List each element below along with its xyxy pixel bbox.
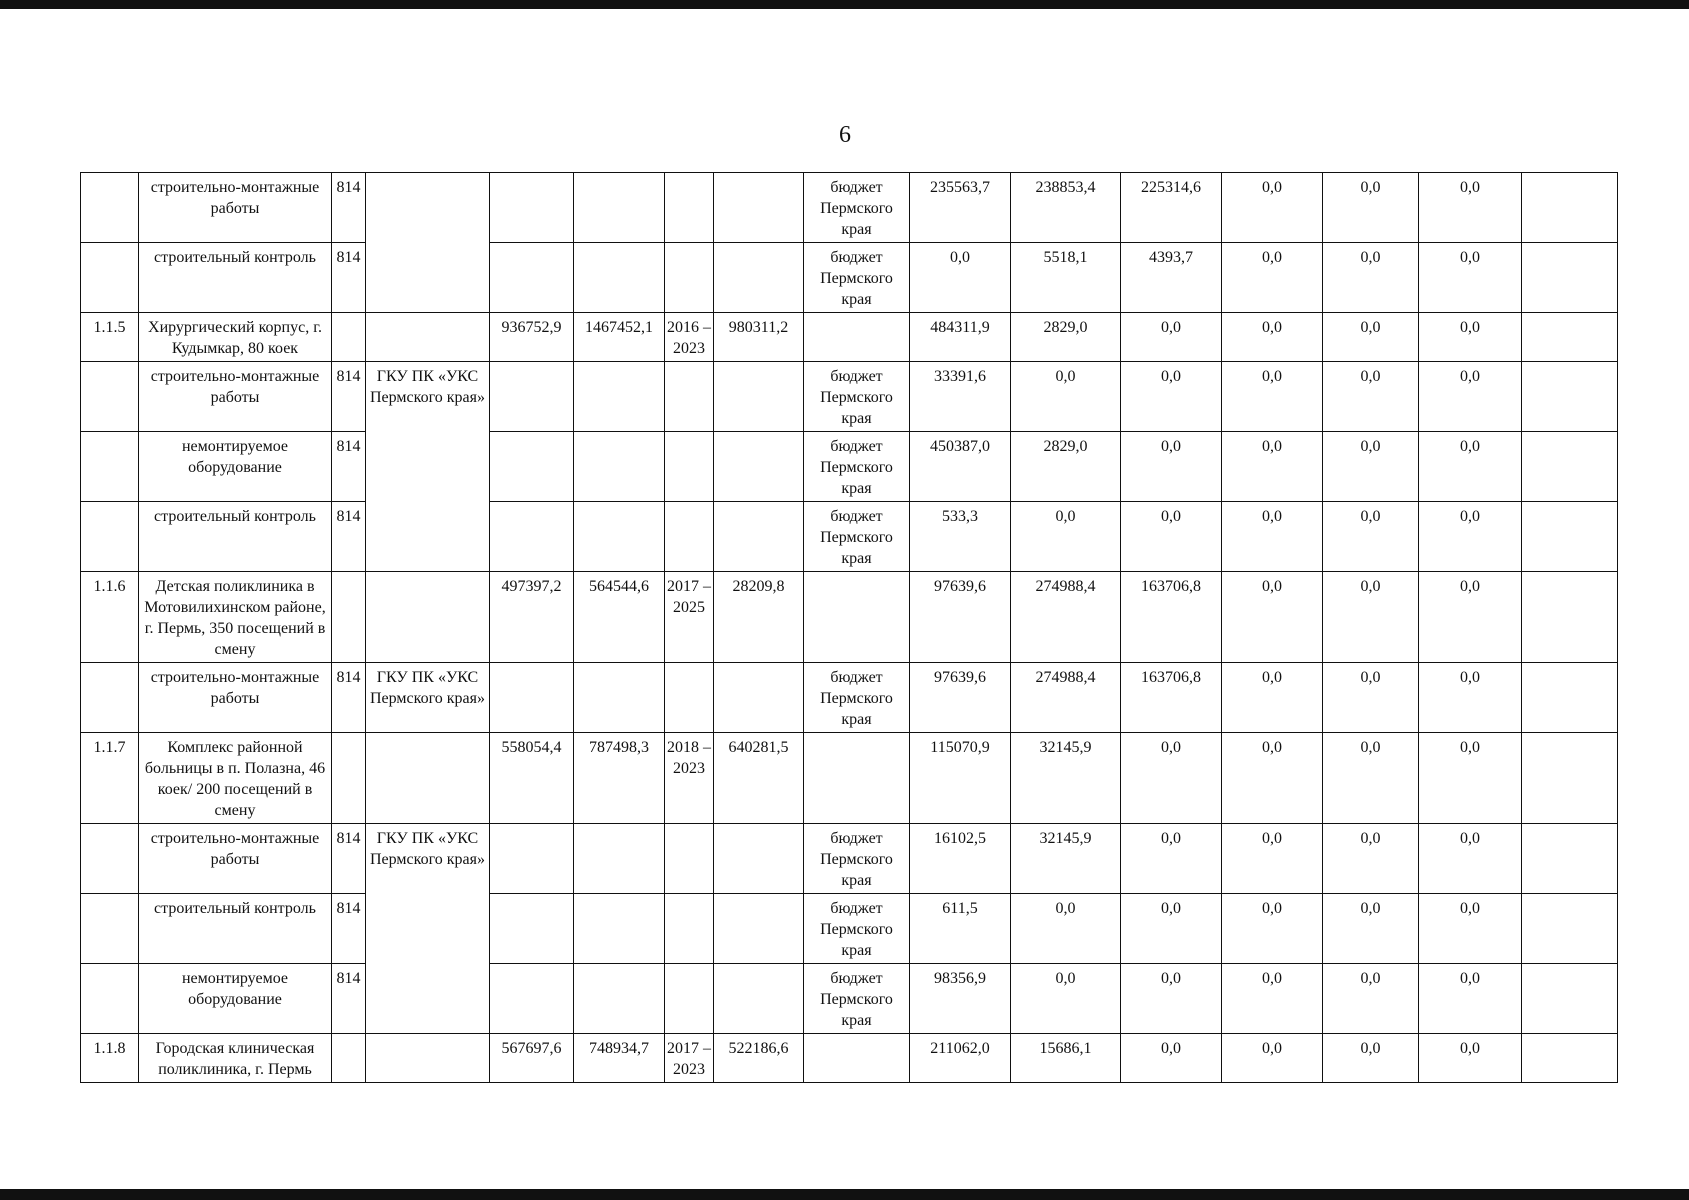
year-5-value-cell: 0,0: [1323, 572, 1419, 663]
year-3-value-cell: 0,0: [1121, 733, 1222, 824]
estimated-cost-cell: [490, 243, 574, 313]
funding-source-cell: [804, 733, 910, 824]
year-5-value-cell: 0,0: [1323, 894, 1419, 964]
funding-source-cell: бюджет Пермского края: [804, 663, 910, 733]
year-1-value-cell: 97639,6: [910, 572, 1011, 663]
total-cost-cell: [574, 362, 665, 432]
executor-cell: [366, 572, 490, 663]
code-cell: 814: [332, 824, 366, 894]
code-cell: 814: [332, 894, 366, 964]
year-4-value-cell: 0,0: [1222, 432, 1323, 502]
code-cell: 814: [332, 502, 366, 572]
funding-source-cell: [804, 313, 910, 362]
scan-border-bottom: [0, 1189, 1689, 1200]
row-number-cell: [81, 824, 139, 894]
funding-source-cell: бюджет Пермского края: [804, 362, 910, 432]
year-2-value-cell: 2829,0: [1011, 432, 1121, 502]
year-6-value-cell: 0,0: [1419, 243, 1522, 313]
year-2-value-cell: 32145,9: [1011, 733, 1121, 824]
year-5-value-cell: 0,0: [1323, 432, 1419, 502]
year-2-value-cell: 0,0: [1011, 502, 1121, 572]
table-row: [81, 964, 1618, 1034]
table-row: [81, 173, 1618, 243]
year-6-value-cell: 0,0: [1419, 313, 1522, 362]
year-2-value-cell: 0,0: [1011, 964, 1121, 1034]
funding-source-cell: бюджет Пермского края: [804, 243, 910, 313]
year-2-value-cell: 238853,4: [1011, 173, 1121, 243]
total-cost-cell: 564544,6: [574, 572, 665, 663]
executor-cell: [366, 1034, 490, 1083]
remaining-cost-cell: [714, 362, 804, 432]
object-name-cell: строительно-монтажные работы: [139, 362, 332, 432]
total-cost-cell: 787498,3: [574, 733, 665, 824]
year-6-value-cell: 0,0: [1419, 894, 1522, 964]
year-5-value-cell: 0,0: [1323, 502, 1419, 572]
period-cell: [665, 432, 714, 502]
scan-border-top: [0, 0, 1689, 9]
year-4-value-cell: 0,0: [1222, 313, 1323, 362]
object-name-cell: Комплекс районной больницы в п. Полазна, 46 коек/ 200 посещений в смену: [139, 733, 332, 824]
empty-cell: [1522, 824, 1618, 894]
year-5-value-cell: 0,0: [1323, 824, 1419, 894]
year-3-value-cell: 0,0: [1121, 1034, 1222, 1083]
year-1-value-cell: 98356,9: [910, 964, 1011, 1034]
year-3-value-cell: 225314,6: [1121, 173, 1222, 243]
table-row: [81, 432, 1618, 502]
empty-cell: [1522, 733, 1618, 824]
period-cell: 2018 – 2023: [665, 733, 714, 824]
year-3-value-cell: 163706,8: [1121, 572, 1222, 663]
remaining-cost-cell: 640281,5: [714, 733, 804, 824]
page-number: 6: [839, 122, 851, 148]
year-2-value-cell: 2829,0: [1011, 313, 1121, 362]
code-cell: [332, 572, 366, 663]
year-2-value-cell: 274988,4: [1011, 663, 1121, 733]
code-cell: [332, 733, 366, 824]
year-4-value-cell: 0,0: [1222, 733, 1323, 824]
year-3-value-cell: 0,0: [1121, 313, 1222, 362]
row-number-cell: [81, 432, 139, 502]
estimated-cost-cell: [490, 173, 574, 243]
total-cost-cell: [574, 964, 665, 1034]
period-cell: [665, 502, 714, 572]
year-1-value-cell: 97639,6: [910, 663, 1011, 733]
budget-table: [80, 172, 1618, 1083]
estimated-cost-cell: [490, 894, 574, 964]
empty-cell: [1522, 432, 1618, 502]
funding-source-cell: бюджет Пермского края: [804, 964, 910, 1034]
funding-source-cell: бюджет Пермского края: [804, 894, 910, 964]
funding-source-cell: [804, 1034, 910, 1083]
row-number-cell: 1.1.5: [81, 313, 139, 362]
object-name-cell: строительно-монтажные работы: [139, 173, 332, 243]
table-row: [81, 1034, 1618, 1083]
row-number-cell: [81, 243, 139, 313]
empty-cell: [1522, 173, 1618, 243]
object-name-cell: Детская поликлиника в Мотовилихинском районе, г. Пермь, 350 посещений в смену: [139, 572, 332, 663]
year-5-value-cell: 0,0: [1323, 313, 1419, 362]
row-number-cell: [81, 173, 139, 243]
year-2-value-cell: 0,0: [1011, 894, 1121, 964]
remaining-cost-cell: [714, 173, 804, 243]
estimated-cost-cell: [490, 502, 574, 572]
object-name-cell: Городская клиническая поликлиника, г. Пермь: [139, 1034, 332, 1083]
year-1-value-cell: 450387,0: [910, 432, 1011, 502]
estimated-cost-cell: [490, 663, 574, 733]
estimated-cost-cell: 497397,2: [490, 572, 574, 663]
remaining-cost-cell: [714, 663, 804, 733]
code-cell: 814: [332, 663, 366, 733]
year-2-value-cell: 5518,1: [1011, 243, 1121, 313]
table-row: [81, 572, 1618, 663]
funding-source-cell: бюджет Пермского края: [804, 824, 910, 894]
empty-cell: [1522, 572, 1618, 663]
year-5-value-cell: 0,0: [1323, 733, 1419, 824]
year-3-value-cell: 0,0: [1121, 502, 1222, 572]
row-number-cell: [81, 663, 139, 733]
table-row: [81, 502, 1618, 572]
empty-cell: [1522, 243, 1618, 313]
total-cost-cell: [574, 502, 665, 572]
year-5-value-cell: 0,0: [1323, 663, 1419, 733]
estimated-cost-cell: 567697,6: [490, 1034, 574, 1083]
period-cell: [665, 173, 714, 243]
year-6-value-cell: 0,0: [1419, 824, 1522, 894]
empty-cell: [1522, 894, 1618, 964]
year-2-value-cell: 0,0: [1011, 362, 1121, 432]
empty-cell: [1522, 362, 1618, 432]
executor-cell: ГКУ ПК «УКС Пермского края»: [366, 362, 490, 572]
year-4-value-cell: 0,0: [1222, 964, 1323, 1034]
period-cell: [665, 824, 714, 894]
total-cost-cell: 748934,7: [574, 1034, 665, 1083]
remaining-cost-cell: [714, 502, 804, 572]
period-cell: [665, 964, 714, 1034]
empty-cell: [1522, 502, 1618, 572]
total-cost-cell: [574, 663, 665, 733]
year-1-value-cell: 484311,9: [910, 313, 1011, 362]
period-cell: 2017 – 2025: [665, 572, 714, 663]
remaining-cost-cell: [714, 894, 804, 964]
year-1-value-cell: 115070,9: [910, 733, 1011, 824]
table-row: [81, 733, 1618, 824]
empty-cell: [1522, 964, 1618, 1034]
year-1-value-cell: 0,0: [910, 243, 1011, 313]
funding-source-cell: бюджет Пермского края: [804, 502, 910, 572]
year-1-value-cell: 16102,5: [910, 824, 1011, 894]
year-3-value-cell: 163706,8: [1121, 663, 1222, 733]
year-3-value-cell: 0,0: [1121, 824, 1222, 894]
year-6-value-cell: 0,0: [1419, 173, 1522, 243]
year-3-value-cell: 0,0: [1121, 964, 1222, 1034]
row-number-cell: 1.1.7: [81, 733, 139, 824]
remaining-cost-cell: 28209,8: [714, 572, 804, 663]
year-5-value-cell: 0,0: [1323, 964, 1419, 1034]
year-6-value-cell: 0,0: [1419, 432, 1522, 502]
period-cell: [665, 243, 714, 313]
row-number-cell: [81, 502, 139, 572]
object-name-cell: строительный контроль: [139, 894, 332, 964]
estimated-cost-cell: 936752,9: [490, 313, 574, 362]
year-6-value-cell: 0,0: [1419, 663, 1522, 733]
row-number-cell: [81, 964, 139, 1034]
estimated-cost-cell: [490, 432, 574, 502]
code-cell: [332, 313, 366, 362]
period-cell: 2016 – 2023: [665, 313, 714, 362]
year-4-value-cell: 0,0: [1222, 824, 1323, 894]
remaining-cost-cell: [714, 243, 804, 313]
executor-cell: [366, 173, 490, 313]
year-4-value-cell: 0,0: [1222, 572, 1323, 663]
object-name-cell: строительный контроль: [139, 502, 332, 572]
code-cell: 814: [332, 362, 366, 432]
year-3-value-cell: 0,0: [1121, 894, 1222, 964]
period-cell: 2017 – 2023: [665, 1034, 714, 1083]
remaining-cost-cell: 522186,6: [714, 1034, 804, 1083]
executor-cell: ГКУ ПК «УКС Пермского края»: [366, 663, 490, 733]
total-cost-cell: [574, 432, 665, 502]
year-1-value-cell: 33391,6: [910, 362, 1011, 432]
executor-cell: ГКУ ПК «УКС Пермского края»: [366, 824, 490, 1034]
year-2-value-cell: 32145,9: [1011, 824, 1121, 894]
row-number-cell: [81, 362, 139, 432]
row-number-cell: 1.1.6: [81, 572, 139, 663]
year-3-value-cell: 4393,7: [1121, 243, 1222, 313]
table-row: [81, 663, 1618, 733]
estimated-cost-cell: [490, 362, 574, 432]
year-5-value-cell: 0,0: [1323, 362, 1419, 432]
code-cell: 814: [332, 243, 366, 313]
remaining-cost-cell: [714, 824, 804, 894]
funding-source-cell: бюджет Пермского края: [804, 432, 910, 502]
executor-cell: [366, 733, 490, 824]
year-4-value-cell: 0,0: [1222, 173, 1323, 243]
year-4-value-cell: 0,0: [1222, 243, 1323, 313]
row-number-cell: 1.1.8: [81, 1034, 139, 1083]
year-6-value-cell: 0,0: [1419, 1034, 1522, 1083]
remaining-cost-cell: [714, 432, 804, 502]
year-6-value-cell: 0,0: [1419, 572, 1522, 663]
remaining-cost-cell: 980311,2: [714, 313, 804, 362]
year-5-value-cell: 0,0: [1323, 243, 1419, 313]
row-number-cell: [81, 894, 139, 964]
funding-source-cell: [804, 572, 910, 663]
year-2-value-cell: 15686,1: [1011, 1034, 1121, 1083]
table-row: [81, 824, 1618, 894]
code-cell: 814: [332, 964, 366, 1034]
code-cell: 814: [332, 432, 366, 502]
total-cost-cell: [574, 243, 665, 313]
year-1-value-cell: 235563,7: [910, 173, 1011, 243]
year-1-value-cell: 611,5: [910, 894, 1011, 964]
empty-cell: [1522, 663, 1618, 733]
year-4-value-cell: 0,0: [1222, 894, 1323, 964]
year-2-value-cell: 274988,4: [1011, 572, 1121, 663]
period-cell: [665, 362, 714, 432]
table-row: [81, 894, 1618, 964]
funding-source-cell: бюджет Пермского края: [804, 173, 910, 243]
year-3-value-cell: 0,0: [1121, 432, 1222, 502]
total-cost-cell: [574, 173, 665, 243]
year-4-value-cell: 0,0: [1222, 362, 1323, 432]
empty-cell: [1522, 1034, 1618, 1083]
period-cell: [665, 894, 714, 964]
estimated-cost-cell: 558054,4: [490, 733, 574, 824]
year-3-value-cell: 0,0: [1121, 362, 1222, 432]
year-5-value-cell: 0,0: [1323, 173, 1419, 243]
empty-cell: [1522, 313, 1618, 362]
object-name-cell: немонтируемое оборудование: [139, 964, 332, 1034]
year-4-value-cell: 0,0: [1222, 1034, 1323, 1083]
year-4-value-cell: 0,0: [1222, 663, 1323, 733]
period-cell: [665, 663, 714, 733]
total-cost-cell: [574, 824, 665, 894]
remaining-cost-cell: [714, 964, 804, 1034]
year-6-value-cell: 0,0: [1419, 964, 1522, 1034]
object-name-cell: Хирургический корпус, г. Кудымкар, 80 коек: [139, 313, 332, 362]
year-4-value-cell: 0,0: [1222, 502, 1323, 572]
object-name-cell: строительный контроль: [139, 243, 332, 313]
year-6-value-cell: 0,0: [1419, 733, 1522, 824]
object-name-cell: немонтируемое оборудование: [139, 432, 332, 502]
table-row: [81, 313, 1618, 362]
year-5-value-cell: 0,0: [1323, 1034, 1419, 1083]
table-row: [81, 362, 1618, 432]
code-cell: 814: [332, 173, 366, 243]
estimated-cost-cell: [490, 824, 574, 894]
year-6-value-cell: 0,0: [1419, 502, 1522, 572]
total-cost-cell: 1467452,1: [574, 313, 665, 362]
object-name-cell: строительно-монтажные работы: [139, 824, 332, 894]
table-row: [81, 243, 1618, 313]
estimated-cost-cell: [490, 964, 574, 1034]
year-1-value-cell: 211062,0: [910, 1034, 1011, 1083]
year-1-value-cell: 533,3: [910, 502, 1011, 572]
executor-cell: [366, 313, 490, 362]
total-cost-cell: [574, 894, 665, 964]
object-name-cell: строительно-монтажные работы: [139, 663, 332, 733]
year-6-value-cell: 0,0: [1419, 362, 1522, 432]
code-cell: [332, 1034, 366, 1083]
